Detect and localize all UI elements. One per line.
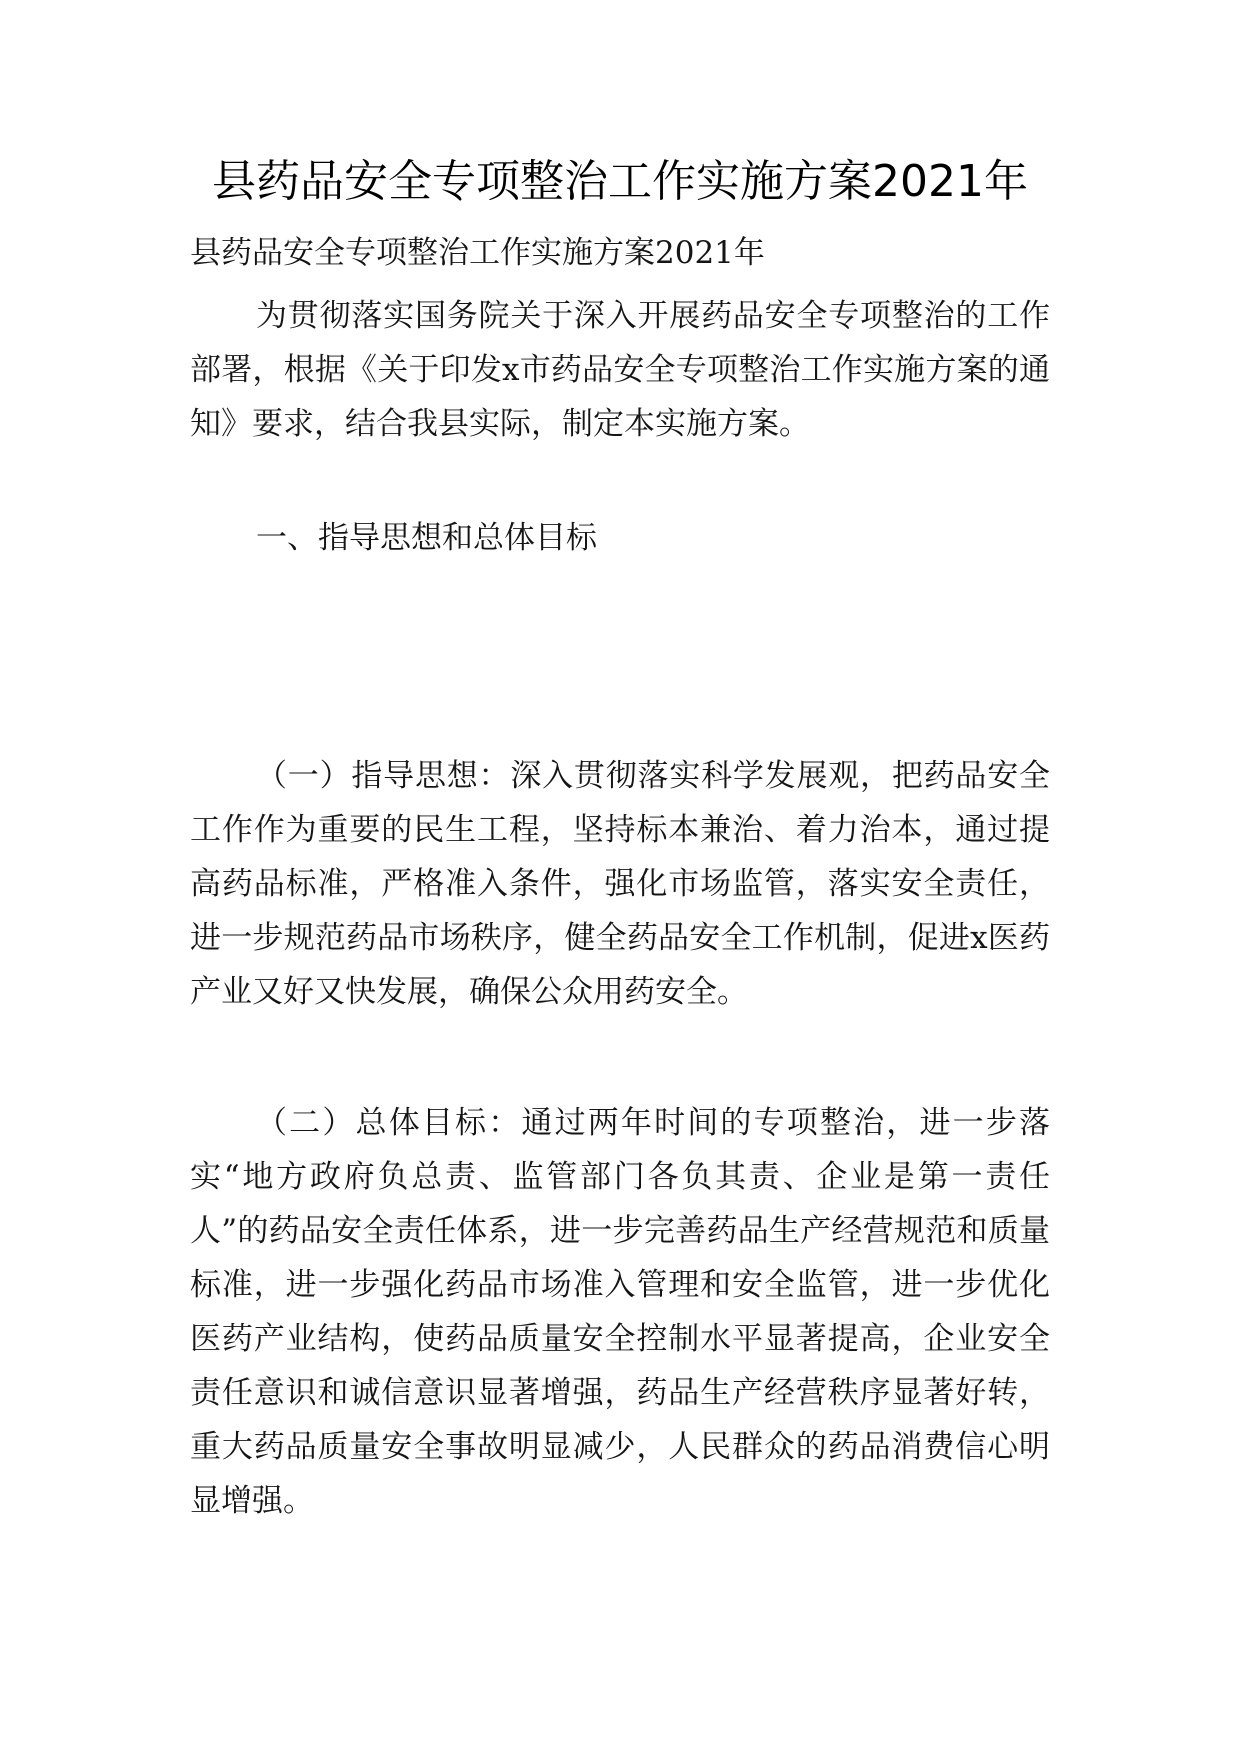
section-heading-guiding-thought-and-goals: 一、指导思想和总体目标 (256, 520, 597, 556)
guiding-thought-paragraph: （一）指导思想：深入贯彻落实科学发展观，把药品安全工作作为重要的民生工程，坚持标本兼治、着力治本，通过提高药品标准，严格准入条件，强化市场监管，落实安全责任，进一步规范药品市场秩序，健全药品安全工作机制，促进x医药产业又好又快发展，确保公众用药安全。 (190, 758, 1050, 1010)
document-subtitle: 县药品安全专项整治工作实施方案2021年 (190, 235, 765, 271)
intro-paragraph: 为贯彻落实国务院关于深入开展药品安全专项整治的工作部署，根据《关于印发x市药品安全专项整治工作实施方案的通知》要求，结合我县实际，制定本实施方案。 (190, 298, 1050, 442)
document-title: 县药品安全专项整治工作实施方案2021年 (212, 156, 1028, 207)
overall-goal-paragraph: （二）总体目标：通过两年时间的专项整治，进一步落实“地方政府负总责、监管部门各负其责、企业是第一责任人”的药品安全责任体系，进一步完善药品生产经营规范和质量标准，进一步强化药品市场准入管理和安全监管，进一步优化医药产业结构，使药品质量安全控制水平显著提高，企业安全责任意识和诚信意识显著增强，药品生产经营秩序显著好转，重大药品质量安全事故明显减少，人民群众的药品消费信心明显增强。 (190, 1105, 1050, 1519)
